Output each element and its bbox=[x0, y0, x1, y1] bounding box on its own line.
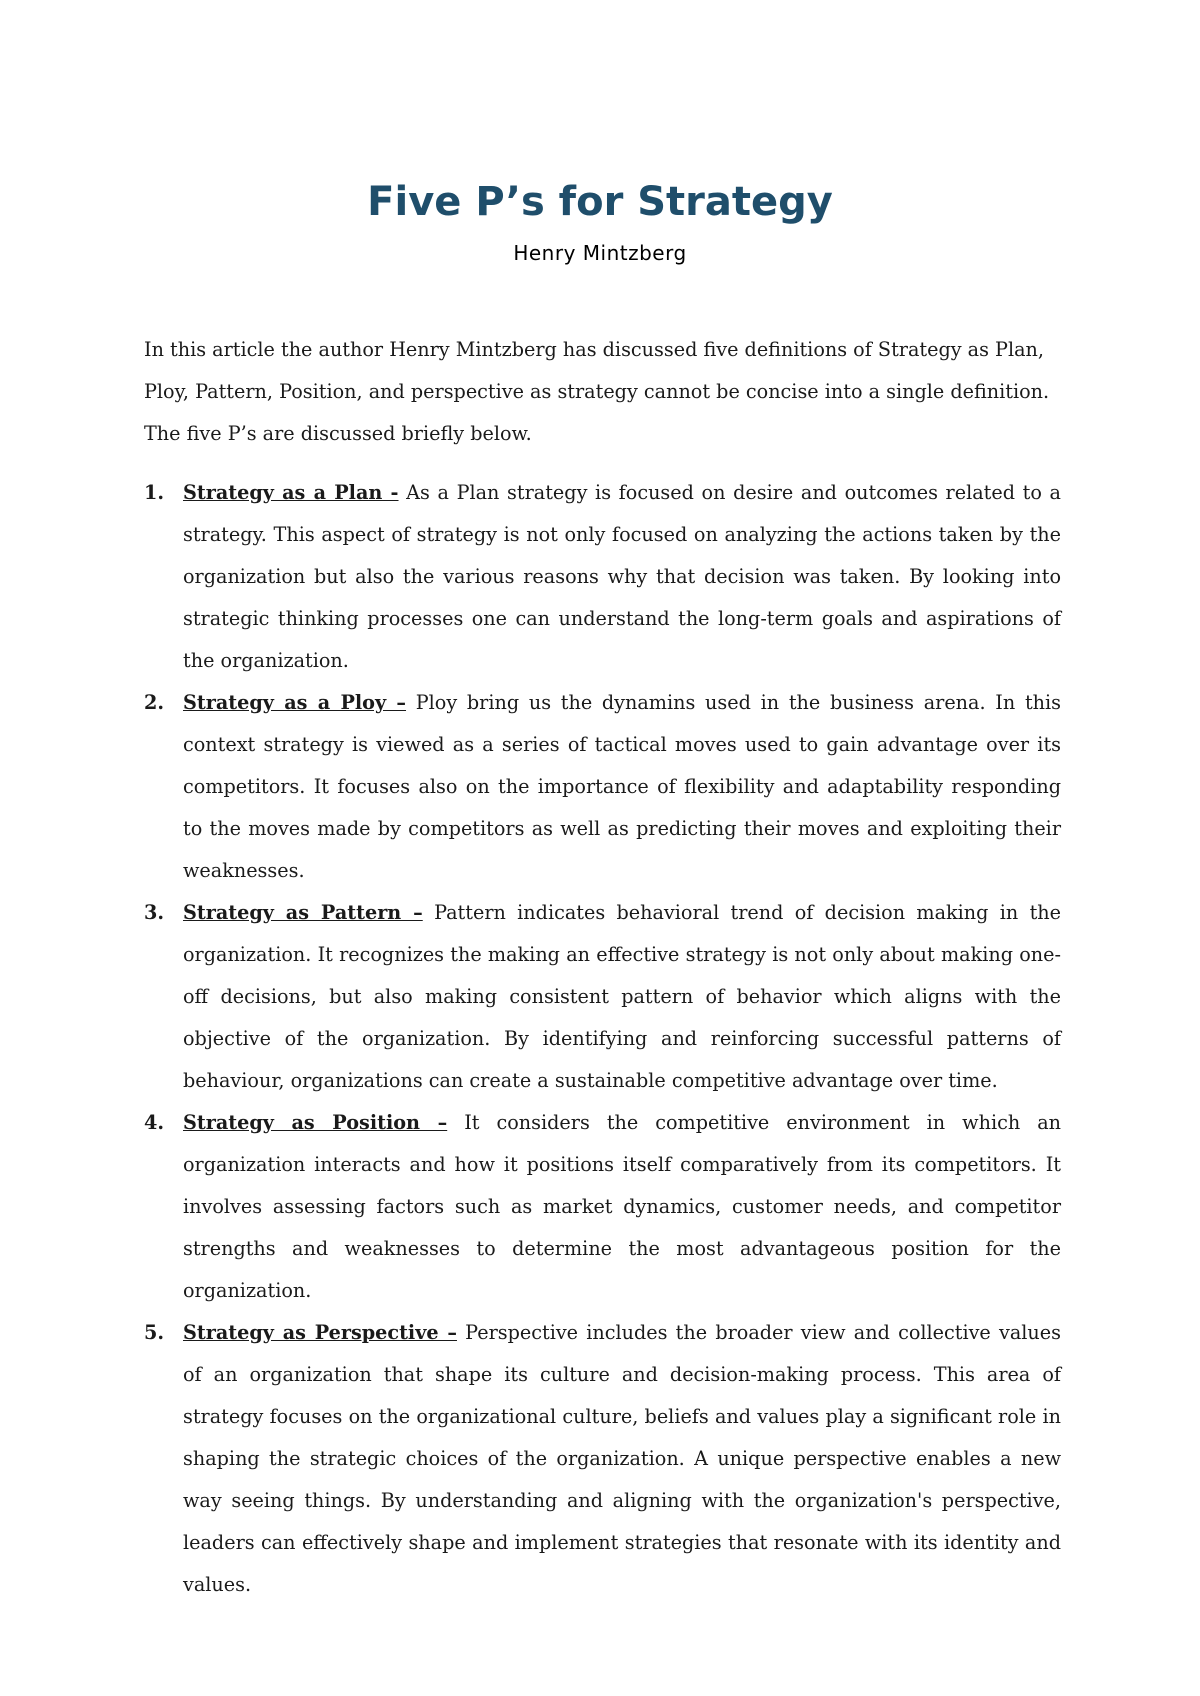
list-item-text: As a Plan strategy is focused on desire and outcomes related to a strategy. This aspect of strategy is not only focused on analyzing the actions taken by the organization but also the various reasons why that decision was taken. By looking into strategic thinking processes one can understand the long-term goals and aspirations of the organization. bbox=[183, 481, 1061, 672]
list-item-text: Perspective includes the broader view and collective values of an organization that shape its culture and decision-making process. This area of strategy focuses on the organizational culture, beliefs and values play a significant role in shaping the strategic choices of the organization. A unique perspective enables a new way seeing things. By understanding and aligning with the organization's perspective, leaders can effectively shape and implement strategies that resonate with its identity and values. bbox=[183, 1321, 1061, 1596]
document-author: Henry Mintzberg bbox=[513, 241, 687, 265]
list-item-text: Pattern indicates behavioral trend of decision making in the organization. It recognizes the making an effective strategy is not only about making one-off decisions, but also making consistent pattern of behavior which aligns with the objective of the organization. By identifying and reinforcing successful patterns of behaviour, organizations can create a sustainable competitive advantage over time. bbox=[183, 901, 1061, 1092]
list-number: 1. bbox=[144, 481, 165, 504]
list-item-heading: Strategy as a Plan - bbox=[183, 481, 399, 504]
list-item-heading: Strategy as Perspective – bbox=[183, 1321, 457, 1344]
list-number: 3. bbox=[144, 901, 165, 924]
document-title: Five P’s for Strategy bbox=[367, 179, 833, 225]
list-item-heading: Strategy as a Ploy – bbox=[183, 691, 407, 714]
list-item-position bbox=[144, 1102, 1061, 1312]
five-ps-list bbox=[144, 472, 1061, 1606]
list-item-plan bbox=[144, 472, 1061, 682]
list-item-heading: Strategy as Position – bbox=[183, 1111, 448, 1134]
list-number: 2. bbox=[144, 691, 165, 714]
intro-paragraph: In this article the author Henry Mintzberg has discussed five definitions of Strategy as Plan, Ploy, Pattern, Position, and perspective as strategy cannot be concise into a single definition. The five P’s are discussed briefly below. bbox=[144, 338, 1050, 445]
list-item-text: Ploy bring us the dynamins used in the business arena. In this context strategy is viewed as a series of tactical moves used to gain advantage over its competitors. It focuses also on the importance of flexibility and adaptability responding to the moves made by competitors as well as predicting their moves and exploiting their weaknesses. bbox=[183, 691, 1061, 882]
document-body bbox=[144, 329, 1061, 1606]
list-item-ploy bbox=[144, 682, 1061, 892]
list-item-perspective bbox=[144, 1312, 1061, 1606]
list-number: 5. bbox=[144, 1321, 165, 1344]
list-item-text: It considers the competitive environment in which an organization interacts and how it positions itself comparatively from its competitors. It involves assessing factors such as market dynamics, customer needs, and competitor strengths and weaknesses to determine the most advantageous position for the organization. bbox=[183, 1111, 1061, 1302]
list-number: 4. bbox=[144, 1111, 165, 1134]
list-item-heading: Strategy as Pattern – bbox=[183, 901, 423, 924]
list-item-pattern bbox=[144, 892, 1061, 1102]
